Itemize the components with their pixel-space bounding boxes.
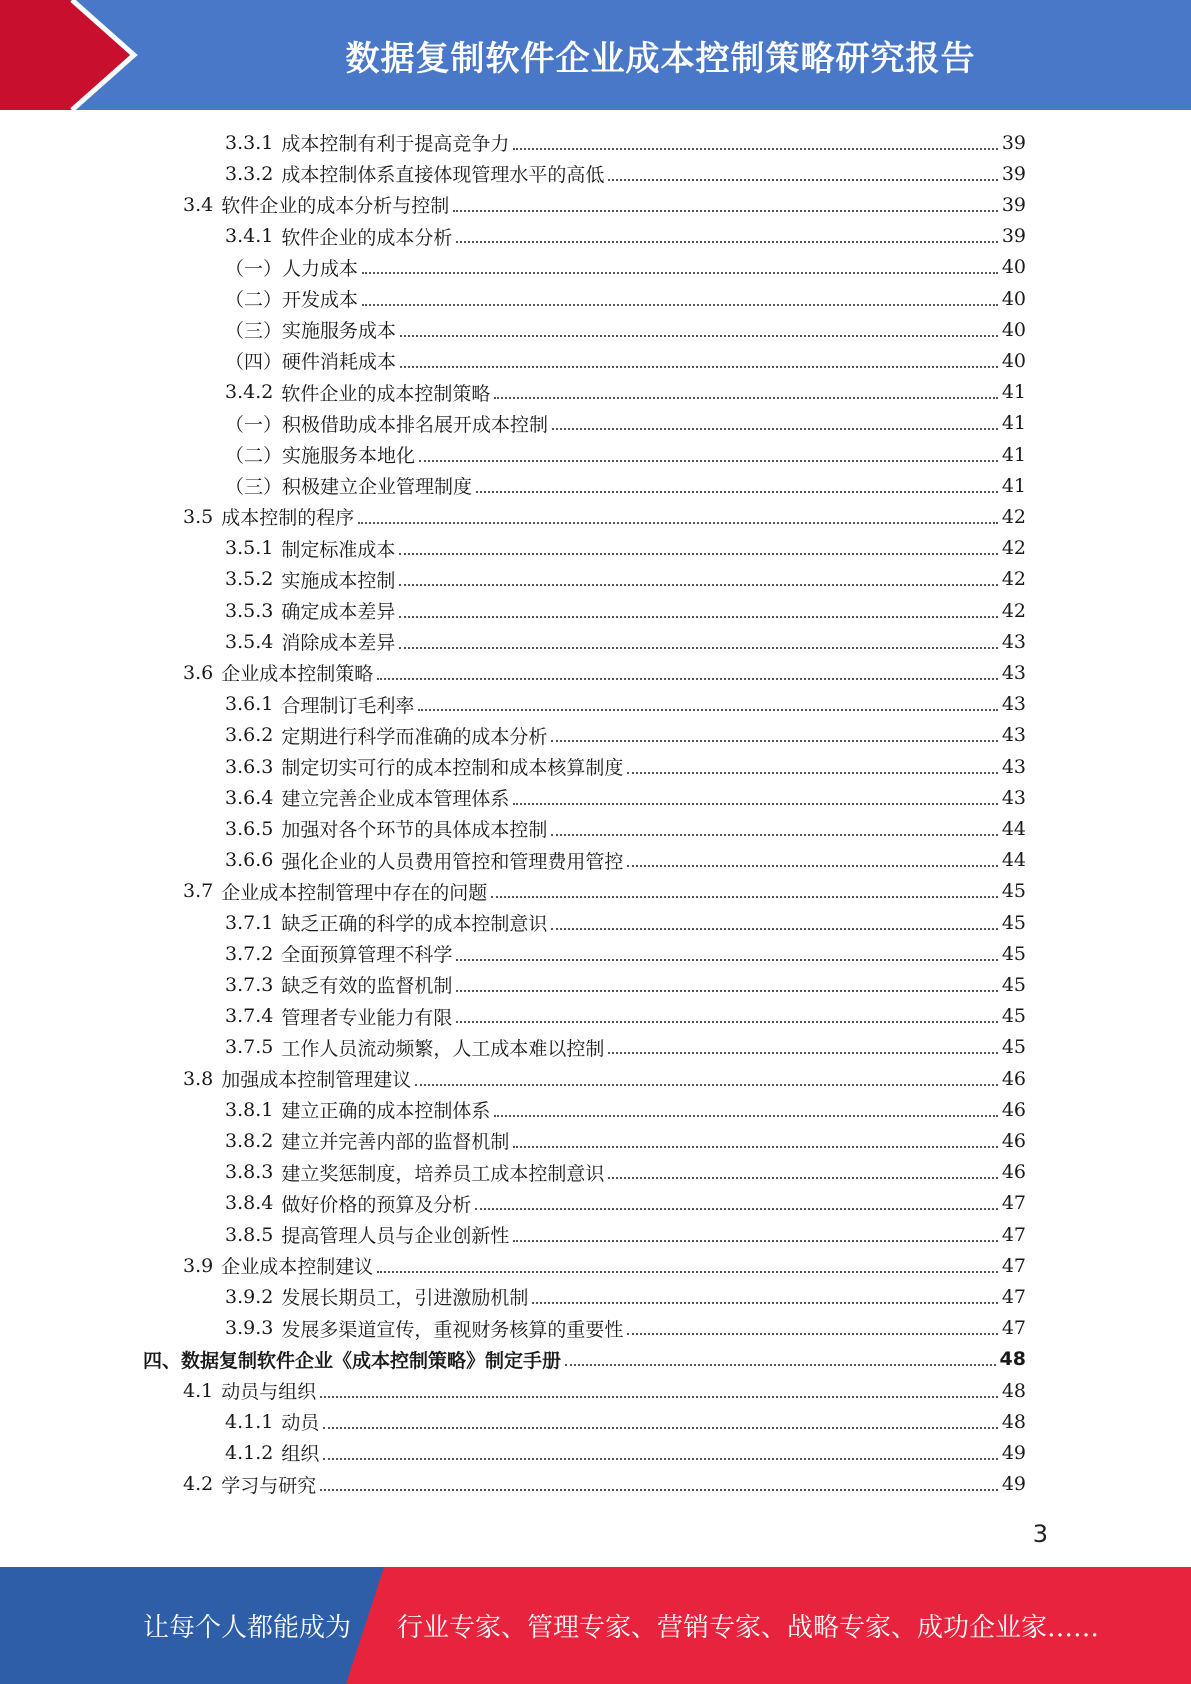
toc-entry-number: 4.2 [183,1473,214,1496]
toc-entry-number: 3.6.1 [225,693,274,716]
toc-entry-number: 3.5 [183,505,214,528]
toc-entry-title: 企业成本控制策略 [221,663,374,686]
toc-entry-title: 缺乏正确的科学的成本控制意识 [281,913,548,935]
toc-entry-page: 45 [1001,1005,1026,1028]
toc-entry-number: 3.9.2 [225,1285,274,1308]
toc-entry[interactable] [225,782,1026,813]
toc-entry-page: 45 [1001,1036,1026,1059]
toc-entry[interactable] [225,1406,1026,1437]
toc-entry[interactable] [225,1281,1026,1312]
footer-slogan-left: 让每个人都能成为 [143,1613,352,1643]
footer-slogan-right: 行业专家、管理专家、营销专家、战略专家、成功企业家…… [397,1613,1100,1643]
toc-entry-page: 43 [1001,786,1026,809]
toc-entry-number: 3.8.5 [225,1223,274,1246]
toc-dot-leader [608,1177,997,1179]
toc-entry-number: 3.9.3 [225,1317,274,1340]
toc-entry-page: 43 [1001,724,1026,747]
toc-entry-page: 43 [1001,755,1026,778]
toc-entry-number: 3.4.2 [225,381,274,404]
toc-dot-leader [320,1489,998,1491]
toc-entry[interactable] [225,283,1026,314]
toc-entry-title: 组织 [281,1443,320,1466]
toc-entry[interactable] [225,158,1026,189]
toc-entry-title: 建立并完善内部的监督机制 [281,1131,510,1154]
toc-entry[interactable] [183,1469,1026,1500]
toc-entry-number: 3.5.2 [225,568,274,591]
toc-entry[interactable] [225,408,1026,439]
toc-entry-title: 加强成本控制管理建议 [221,1069,412,1091]
toc-dot-leader [377,1271,998,1273]
toc-dot-leader [494,397,997,399]
toc-entry-page: 46 [1001,1129,1026,1152]
toc-entry-page: 40 [1001,318,1026,341]
toc-entry-title: 软件企业的成本控制策略 [281,382,491,405]
toc-entry-title: 全面预算管理不科学 [281,944,453,967]
toc-entry-page: 41 [1001,381,1026,404]
toc-entry[interactable] [225,533,1026,564]
toc-entry-number: 3.7.2 [225,942,274,965]
toc-entry[interactable] [183,189,1026,220]
toc-entry[interactable] [225,751,1026,782]
toc-entry[interactable] [225,1219,1026,1250]
toc-entry-page: 40 [1001,256,1026,279]
toc-entry-title: 消除成本差异 [281,632,396,655]
toc-entry-number: 3.7.3 [225,973,274,996]
toc-entry-title: 成本控制的程序 [221,507,355,530]
toc-entry[interactable] [143,1344,1026,1375]
toc-entry-number: 3.3.2 [225,162,274,185]
toc-entry-page: 48 [1001,1379,1026,1402]
toc-entry-title: 建立奖惩制度，培养员工成本控制意识 [281,1162,605,1185]
toc-entry-title: 学习与研究 [221,1474,317,1497]
toc-dot-leader [513,1240,997,1242]
toc-entry-title: （一）人力成本 [225,257,359,280]
page-footer [0,1567,1191,1684]
toc-entry[interactable] [225,377,1026,408]
toc-entry-number: 3.5.4 [225,630,274,653]
toc-dot-leader [399,616,997,618]
toc-entry-page: 48 [1001,1410,1026,1433]
toc-entry[interactable] [225,626,1026,657]
toc-entry-title: 建立正确的成本控制体系 [281,1100,491,1123]
toc-entry-page: 47 [1001,1223,1026,1246]
toc-entry-page: 46 [1001,1098,1026,1121]
toc-entry-title: 动员 [281,1412,320,1435]
toc-dot-leader [323,1458,997,1460]
toc-entry-title: 做好价格的预算及分析 [281,1193,472,1216]
toc-entry-title: 合理制订毛利率 [281,694,415,717]
toc-entry-page: 45 [1001,973,1026,996]
toc-entry-page: 48 [999,1348,1026,1371]
toc-entry[interactable] [225,1094,1026,1125]
toc-entry-title: 成本控制体系直接体现管理水平的高低 [281,164,605,187]
toc-dot-leader [323,1427,997,1429]
toc-dot-leader [456,959,997,961]
toc-dot-leader [456,990,997,992]
toc-dot-leader [377,678,998,680]
toc-entry-page: 42 [1001,537,1026,560]
toc-dot-leader [475,1208,997,1210]
toc-entry-title: 软件企业的成本分析与控制 [221,195,450,218]
toc-entry-title: 企业成本控制建议 [221,1256,374,1279]
toc-entry[interactable] [183,1250,1026,1281]
toc-entry-number: 3.8.2 [225,1129,274,1152]
page-header [0,0,1191,110]
toc-entry[interactable] [225,1437,1026,1468]
toc-entry-page: 46 [1001,1067,1026,1090]
toc-entry-page: 43 [1001,693,1026,716]
toc-dot-leader [476,491,998,493]
toc-entry-page: 47 [1001,1285,1026,1308]
toc-dot-leader [551,834,997,836]
report-title: 数据复制软件企业成本控制策略研究报告 [345,38,976,79]
toc-entry[interactable] [183,1063,1026,1094]
toc-dot-leader [627,865,997,867]
toc-entry-title: 工作人员流动频繁，人工成本难以控制 [281,1037,605,1060]
toc-entry-page: 43 [1001,630,1026,653]
toc-dot-leader [320,1396,998,1398]
toc-dot-leader [608,179,997,181]
toc-entry-page: 41 [1001,474,1026,497]
toc-entry-number: 3.7.4 [225,1005,274,1028]
page-number: 3 [1032,1520,1048,1548]
toc-entry-number: 4.1 [183,1379,214,1402]
toc-entry-number: 3.5.3 [225,599,274,622]
toc-entry-number: 3.3.1 [225,131,274,154]
toc-entry-page: 43 [1001,661,1026,684]
toc-entry-title: 企业成本控制管理中存在的问题 [221,881,488,904]
toc-entry-title: 管理者专业能力有限 [281,1006,453,1029]
toc-dot-leader [627,772,997,774]
header-arrow-decoration [0,0,160,110]
toc-entry-title: （一）积极借助成本排名展开成本控制 [225,413,549,436]
toc-entry-page: 45 [1001,880,1026,903]
toc-entry-number: 3.7.5 [225,1036,274,1059]
toc-entry-title: 成本控制有利于提高竞争力 [281,133,510,155]
toc-entry-title: 发展长期员工，引进激励机制 [281,1287,529,1310]
toc-entry-page: 44 [1001,817,1026,840]
toc-dot-leader [532,1302,997,1304]
toc-entry-page: 42 [1001,568,1026,591]
toc-entry-title: 提高管理人员与企业创新性 [281,1225,510,1247]
toc-dot-leader [358,522,998,524]
toc-entry-page: 49 [1001,1441,1026,1464]
toc-dot-leader [419,460,998,462]
toc-entry-number: 3.9 [183,1254,214,1277]
toc-entry-page: 45 [1001,942,1026,965]
toc-dot-leader [608,1052,997,1054]
toc-entry-number: 3.8 [183,1067,214,1090]
toc-entry-title: （三）积极建立企业管理制度 [225,476,473,499]
toc-entry-page: 39 [1001,162,1026,185]
toc-dot-leader [362,304,998,306]
toc-entry-title: 软件企业的成本分析 [281,226,453,249]
toc-entry-number: 3.8.4 [225,1192,274,1215]
toc-dot-leader [456,1021,997,1023]
toc-entry-title: 加强对各个环节的具体成本控制 [281,819,548,842]
toc-entry-page: 39 [1001,131,1026,154]
toc-dot-leader [456,241,997,243]
toc-entry[interactable] [225,1157,1026,1188]
toc-entry-number: 3.7.1 [225,911,274,934]
toc-entry-page: 47 [1001,1192,1026,1215]
toc-dot-leader [418,709,997,711]
toc-entry[interactable] [183,501,1026,532]
toc-entry[interactable] [225,1188,1026,1219]
toc-entry-title: 制定切实可行的成本控制和成本核算制度 [281,757,624,779]
toc-entry-page: 40 [1001,287,1026,310]
toc-entry-page: 42 [1001,505,1026,528]
toc-dot-leader [400,335,998,337]
toc-entry-page: 41 [1001,412,1026,435]
toc-entry-number: 3.6.2 [225,724,274,747]
toc-entry-title: 四、数据复制软件企业《成本控制策略》制定手册 [143,1349,562,1372]
toc-entry[interactable] [225,1032,1026,1063]
toc-entry-number: 3.6.4 [225,786,274,809]
toc-entry[interactable] [225,314,1026,345]
toc-entry-number: 3.6.6 [225,849,274,872]
toc-entry[interactable] [225,252,1026,283]
toc-entry-page: 41 [1001,443,1026,466]
toc-entry-number: 3.6.5 [225,817,274,840]
toc-entry-page: 47 [1001,1254,1026,1277]
toc-entry[interactable] [225,221,1026,252]
toc-entry-title: 缺乏有效的监督机制 [281,975,453,998]
toc-dot-leader [399,584,997,586]
toc-entry-title: 制定标准成本 [281,538,396,561]
toc-entry-page: 44 [1001,849,1026,872]
toc-dot-leader [513,148,997,150]
toc-entry-page: 49 [1001,1473,1026,1496]
toc-dot-leader [551,740,997,742]
toc-entry[interactable] [225,907,1026,938]
toc-entry-number: 3.8.3 [225,1161,274,1184]
toc-entry[interactable] [225,845,1026,876]
toc-entry[interactable] [183,657,1026,688]
toc-entry-title: （四）硬件消耗成本 [225,351,397,374]
toc-entry[interactable] [183,876,1026,907]
toc-entry-page: 40 [1001,349,1026,372]
toc-entry-title: （二）开发成本 [225,289,359,311]
toc-dot-leader [513,1146,997,1148]
toc-dot-leader [551,928,997,930]
toc-entry-page: 42 [1001,599,1026,622]
toc-entry-title: （二）实施服务本地化 [225,445,416,467]
toc-dot-leader [494,1115,997,1117]
toc-entry-page: 39 [1001,225,1026,248]
toc-entry-number: 3.4.1 [225,225,274,248]
toc-dot-leader [453,210,998,212]
toc-entry-title: 实施成本控制 [281,569,396,592]
toc-entry[interactable] [225,595,1026,626]
toc-dot-leader [362,272,998,274]
toc-entry-title: 确定成本差异 [281,601,396,623]
toc-entry[interactable] [225,1001,1026,1032]
toc-entry-page: 39 [1001,193,1026,216]
toc-entry-title: 动员与组织 [221,1381,317,1403]
toc-entry-title: （三）实施服务成本 [225,320,397,343]
toc-entry-title: 发展多渠道宣传，重视财务核算的重要性 [281,1318,624,1341]
toc-dot-leader [415,1084,998,1086]
toc-dot-leader [399,553,997,555]
toc-entry-number: 4.1.1 [225,1410,274,1433]
toc-dot-leader [491,896,998,898]
toc-entry[interactable] [225,969,1026,1000]
toc-entry[interactable] [225,345,1026,376]
toc-entry[interactable] [225,938,1026,969]
toc-entry[interactable] [225,689,1026,720]
toc-entry[interactable] [183,1375,1026,1406]
toc-entry-page: 46 [1001,1161,1026,1184]
toc-dot-leader [552,428,998,430]
toc-entry[interactable] [225,127,1026,158]
toc-entry-number: 3.4 [183,193,214,216]
toc-dot-leader [513,803,997,805]
toc-entry[interactable] [225,564,1026,595]
toc-entry[interactable] [225,1313,1026,1344]
toc-entry-page: 47 [1001,1317,1026,1340]
toc-entry-title: 强化企业的人员费用管控和管理费用管控 [281,850,624,873]
toc-entry-title: 定期进行科学而准确的成本分析 [281,725,548,748]
toc-entry-number: 3.6.3 [225,755,274,778]
toc-entry-number: 3.5.1 [225,537,274,560]
toc-entry-page: 45 [1001,911,1026,934]
toc-entry-number: 3.7 [183,880,214,903]
toc-entry[interactable] [225,439,1026,470]
toc-entry-number: 3.8.1 [225,1098,274,1121]
toc-entry-title: 建立完善企业成本管理体系 [281,788,510,811]
toc-entry[interactable] [225,720,1026,751]
toc-entry[interactable] [225,1125,1026,1156]
toc-dot-leader [627,1333,997,1335]
toc-dot-leader [399,647,997,649]
toc-entry[interactable] [225,813,1026,844]
toc-entry[interactable] [225,470,1026,501]
toc-entry-number: 4.1.2 [225,1441,274,1464]
toc-entry-number: 3.6 [183,661,214,684]
toc-dot-leader [565,1364,996,1366]
toc-dot-leader [400,366,998,368]
